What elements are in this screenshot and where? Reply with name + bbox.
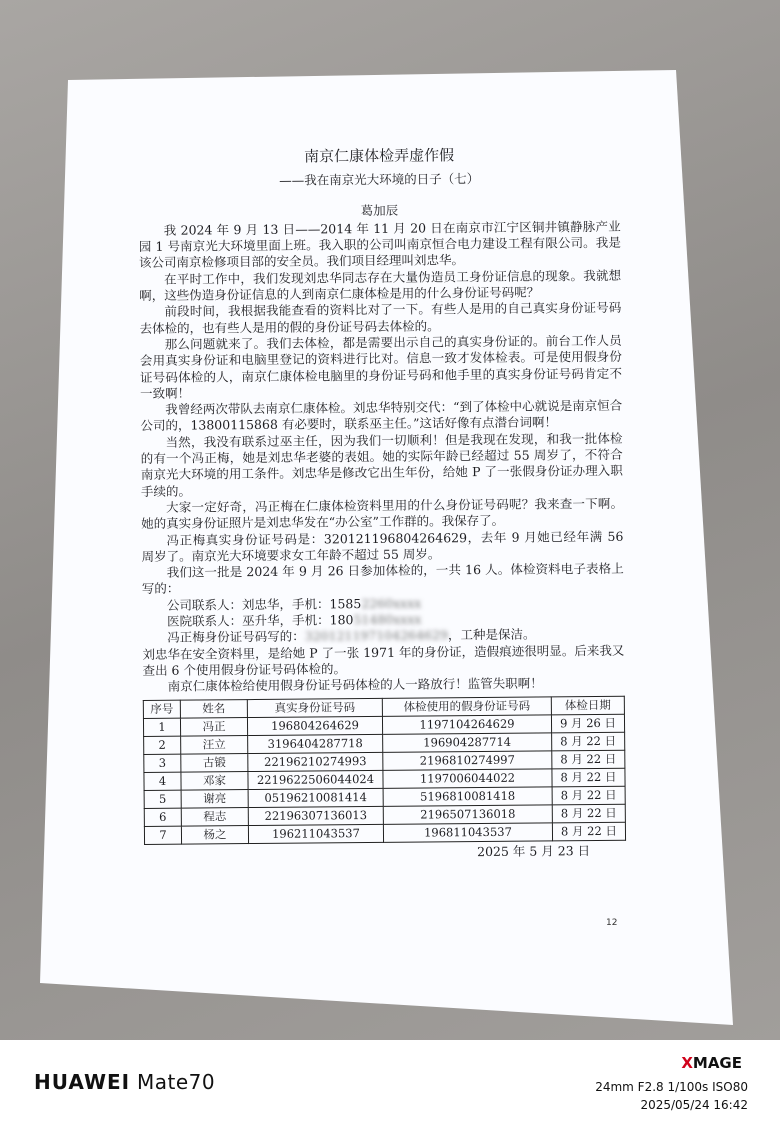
document-author: 葛加辰 <box>360 202 399 218</box>
paragraph: 我曾经两次带队去南京仁康体检。刘忠华特别交代：“到了体检中心就说是南京恒合公司的，1380011586​8 有必要时，联系巫主任。”这话好像有点潜台词啊！ <box>140 397 623 434</box>
table-cell: 1 <box>143 718 180 736</box>
xmage-logo <box>681 1054 742 1072</box>
header-cell: 真实身份证号码 <box>247 698 382 717</box>
document-content <box>138 146 626 863</box>
document-title: 南京仁康体检弄虚作假 <box>303 146 455 166</box>
table-cell: 196811043537 <box>383 822 552 841</box>
paragraph: 在平时工作中，我们发现刘忠华同志存在大量伪造员工身份证信息的现象。我就想啊，这些伪造身份证信息的人到南京仁康体检是用的什么身份证号码呢？ <box>139 267 622 304</box>
table-cell: 8 月 22 日 <box>552 732 625 751</box>
table-cell: 冯正 <box>180 717 247 736</box>
table-cell: 7 <box>144 826 181 844</box>
redacted-phone: 51480xxxx <box>353 611 422 628</box>
table-cell: 221962102749​93 <box>248 752 383 771</box>
camera-brand <box>34 1070 215 1094</box>
id-table <box>143 695 626 844</box>
table-cell: 汪立 <box>181 735 248 754</box>
table-cell: 9 月 26 日 <box>551 714 624 733</box>
paragraph: 大家一定好奇，冯正梅在仁康体检资料里用的什么身份证号码呢？我来查一下啊。她的真实身份证照片是刘忠华发在“办公室”工作群的。我保存了。 <box>141 495 624 532</box>
table-cell: 5196810081418 <box>383 786 552 805</box>
table-cell: 221962250604402​4 <box>248 770 383 789</box>
closing-line: 南京仁康体检给使用假身份证号码体检的人一路放行！监管失职啊！ <box>167 675 543 694</box>
table-cell: 1197104264629 <box>382 714 551 733</box>
camera-watermark-bar <box>0 1040 780 1127</box>
table-cell: 8 月 22 日 <box>552 768 625 787</box>
paragraph: 我 2024 年 9 月 13 日——2014 年 11 月 20 日在南京市江宁区铜井镇静脉产业园 1 号南京光大环境里面上班。我入职的公司叫南京恒合电力建设工程有限公司。我是该公司南京检修项目部的安全员。我们项目经理叫刘忠华。 <box>138 218 621 271</box>
table-cell: 8 月 22 日 <box>552 786 625 805</box>
table-body <box>143 714 625 844</box>
table-cell: 196904287714 <box>383 732 552 751</box>
table-cell: 3196404287718 <box>248 734 383 753</box>
hospital-contact: 医院联系人：巫升华，手机：180 <box>167 612 354 629</box>
paragraph: 我们这一批是 2024 年 9 月 26 日参加体检的，一共 16 人。体检资料电子表格上写的： <box>141 560 624 597</box>
paragraph: 那么问题就来了。我们去体检，都是需要出示自己的真实身份证的。前台工作人员会用真实身份证和电脑里登记的资料进行比对。信息一致才发体检表。可是使用假身份证号码体检的人，南京仁康体检电脑里的身份证号码和他手里的真实身份证号码肯定不一致啊！ <box>139 332 623 401</box>
table-row <box>144 822 625 844</box>
brand-name: HUAWEI <box>34 1070 131 1094</box>
table-cell: 2196507136018 <box>383 804 552 823</box>
table-cell: 杨之 <box>181 825 248 844</box>
redacted-id: 320121197104264629 <box>304 627 448 644</box>
header-cell: 序号 <box>143 700 180 718</box>
fake-id-prefix: 冯正梅身份证号码写的： <box>167 628 305 646</box>
paragraph: 当然，我没有联系过巫主任，因为我们一切顺利！但是我现在发现，和我一批体检的有一个冯正梅，她是刘忠华老婆的表姐。她的实际年龄已经超过 55 周岁了，不符合南京光大环境的用工条件。刘忠华是修改它出生年份，给她 P 了一张假身份证办理入职手续的。 <box>140 430 623 499</box>
camera-settings: 24mm F2.8 1/100s ISO80 <box>595 1080 748 1094</box>
header-cell: 姓名 <box>180 699 247 718</box>
company-contact: 公司联系人：刘忠华，手机：1585 <box>166 595 362 613</box>
page-number: 12 <box>606 918 618 928</box>
paragraph: 前段时间，我根据我能查看的资料比对了一下。有些人是用的自己真实身份证号码去体检的，也有些人是用的假的身份证号码去体检的。 <box>139 300 622 336</box>
model-name: Mate70 <box>136 1070 216 1094</box>
header-cell: 体检日期 <box>551 696 624 715</box>
table-cell: 3 <box>144 754 181 772</box>
table-cell: 6 <box>144 808 181 826</box>
table-cell: 8 月 22 日 <box>552 804 625 823</box>
fake-id-suffix: ，工种是保洁。 <box>447 626 536 643</box>
xmage-text: MAGE <box>692 1054 742 1072</box>
table-cell: 邓家 <box>181 771 248 790</box>
table-cell: 8 月 22 日 <box>552 750 625 769</box>
table-cell: 196804264629 <box>247 716 382 735</box>
capture-datetime: 2025/05/24 16:42 <box>640 1098 748 1112</box>
table-cell: 22196307136013 <box>248 806 383 825</box>
table-cell: 5 <box>144 790 181 808</box>
paragraph: 冯正梅真实身份证号码是：320121196804264629，去年 9 月她已经年满 56 周岁了。南京光大环境要求女工年龄不超过 55 周岁。 <box>141 528 624 564</box>
table-cell: 1197006044022 <box>383 768 552 787</box>
table-cell: 196211043537 <box>248 824 383 843</box>
document-subtitle: ——我在南京光大环境的日子（七） <box>279 171 480 189</box>
paragraph: 刘忠华在安全资料里，是给她 P 了一张 1971 年的身份证，造假痕迹很明显。后来我又查出 6 个使用假身份证号码体检的。 <box>142 642 625 678</box>
table-cell: 2196810274997 <box>383 750 552 769</box>
table-cell: 8 月 22 日 <box>552 822 625 841</box>
redacted-phone: 2260xxxx <box>361 595 422 611</box>
table-cell: 4 <box>144 772 181 790</box>
table-cell: 谢亮 <box>181 789 248 808</box>
document-date: 2025 年 5 月 23 日 <box>477 842 591 859</box>
table-cell: 古锻 <box>181 753 248 772</box>
xmage-x: X <box>681 1054 693 1072</box>
table-cell: 程志 <box>181 807 248 826</box>
table-cell: 05196210081414 <box>248 788 383 807</box>
header-cell: 体检使用的假身份证号码 <box>382 696 551 715</box>
exif-info <box>595 1078 748 1114</box>
table-cell: 2 <box>144 736 181 754</box>
